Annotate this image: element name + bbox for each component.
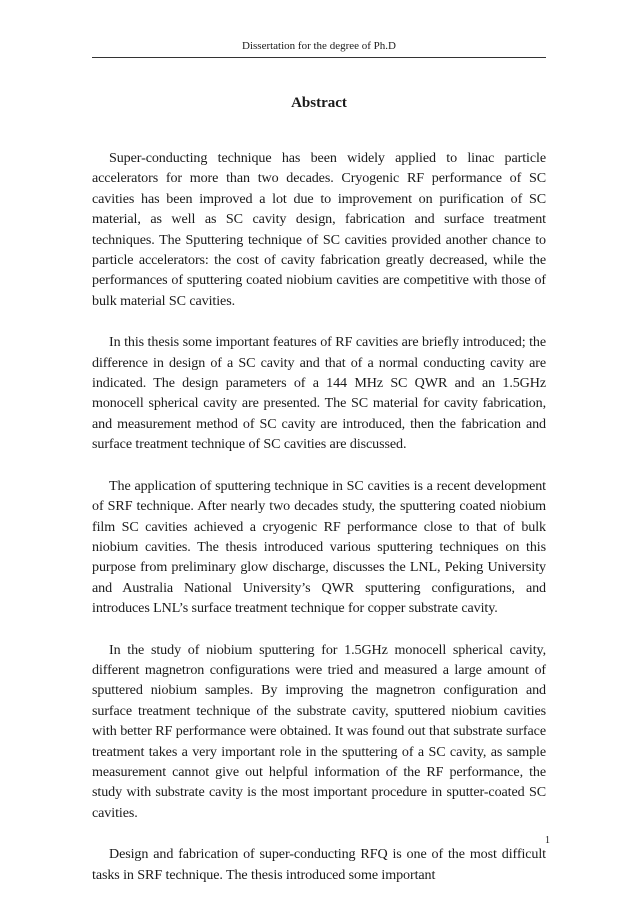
abstract-title: Abstract: [291, 95, 347, 111]
abstract-paragraph-4: In the study of niobium sputtering for 1.5GHz monocell spherical cavity, different magnetron configurations were tried and measured a large amount of sputtered niobium samples. By improving the magnetron configuration and surface treatment technique of the substrate cavity, sputtered niobium cavities with better RF performance were obtained. It was found out that substrate surface treatment takes a very important role in the sputtering of a SC cavity, as sample measurement cannot give out helpful information of the RF performance, the study with substrate cavity is the most important procedure in sputter-coated SC cavities.: [92, 641, 546, 821]
abstract-paragraph-5: Design and fabrication of super-conducting RFQ is one of the most difficult tasks in SRF technique. The thesis introduced some important: [92, 846, 546, 883]
running-header: Dissertation for the degree of Ph.D: [92, 39, 546, 58]
abstract-paragraph-2: In this thesis some important features of RF cavities are briefly introduced; the difference in design of a SC cavity and that of a normal conducting cavity are indicated. The design parameters of a 144 MHz SC QWR and an 1.5GHz monocell spherical cavity are presented. The SC material for cavity fabrication, and measurement method of SC cavity are introduced, then the fabrication and surface treatment technique of SC cavities are discussed.: [92, 334, 546, 453]
abstract-body: [92, 148, 546, 906]
abstract-paragraph-3: The application of sputtering technique in SC cavities is a recent development of SRF technique. After nearly two decades study, the sputtering coated niobium film SC cavities achieved a cryogenic RF performance close to that of bulk niobium cavities. The thesis introduced various sputtering techniques on this purpose from preliminary glow discharge, discusses the LNL, Peking University and Australia National University’s QWR sputtering configurations, and introduces LNL’s surface treatment technique for copper substrate cavity.: [92, 477, 546, 617]
page-number: 1: [545, 835, 550, 846]
abstract-paragraph-1: Super-conducting technique has been widely applied to linac particle accelerators for more than two decades. Cryogenic RF performance of SC cavities has been improved a lot due to improvement on purification of SC material, as well as SC cavity design, fabrication and surface treatment techniques. The Sputtering technique of SC cavities provided another chance to particle accelerators: the cost of cavity fabrication greatly decreased, while the performances of sputtering coated niobium cavities are competitive with those of bulk material SC cavities.: [92, 150, 546, 309]
